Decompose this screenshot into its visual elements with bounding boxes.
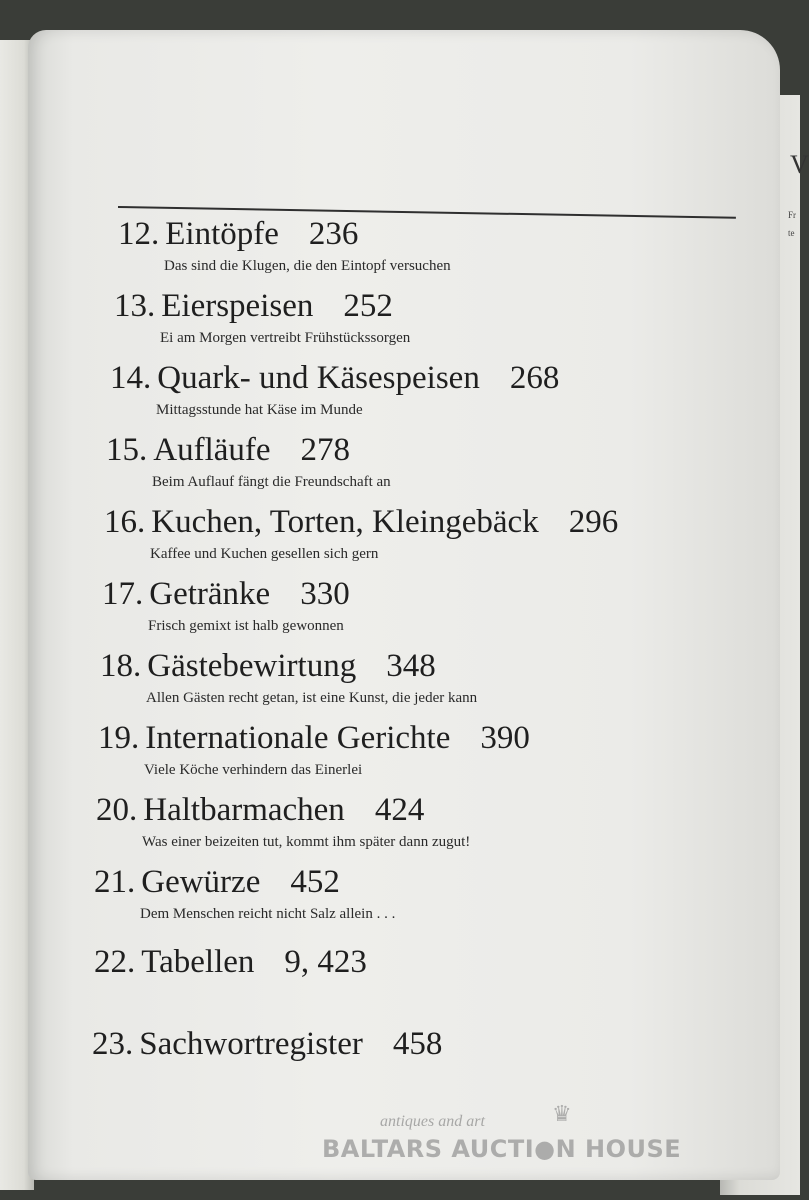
chapter-title: Getränke	[149, 576, 271, 612]
toc-entry-title-line	[94, 946, 367, 979]
chapter-title: Kuchen, Torten, Kleingebäck	[151, 504, 539, 540]
chapter-title: Sachwortregister	[139, 1026, 363, 1062]
chapter-motto: Dem Menschen reicht nicht Salz allein . . .	[140, 906, 396, 922]
chapter-page: 390	[480, 720, 530, 756]
toc-entry-title-line	[114, 290, 410, 323]
toc-entry	[104, 506, 618, 563]
right-page-fragment-1: Fr	[788, 210, 797, 220]
toc-entry-title-line	[106, 434, 391, 467]
chapter-page: 296	[568, 504, 619, 540]
chapter-motto: Ei am Morgen vertreibt Frühstückssorgen	[160, 330, 411, 346]
chapter-page: 424	[374, 792, 425, 828]
toc-entry	[98, 722, 530, 779]
toc-entry	[96, 794, 470, 851]
chapter-title: Eierspeisen	[161, 288, 314, 324]
toc-entry	[92, 1028, 442, 1061]
right-page-letter: V	[790, 150, 809, 179]
chapter-page: 252	[343, 288, 393, 324]
toc-entry-title-line	[100, 650, 477, 683]
toc-entry	[118, 218, 451, 275]
crown-icon: ♛	[552, 1101, 572, 1126]
chapter-number: 12.	[118, 216, 160, 252]
toc-entry	[114, 290, 410, 347]
chapter-title: Aufläufe	[153, 432, 271, 468]
toc-entry-title-line	[96, 794, 470, 827]
chapter-title: Gewürze	[141, 864, 261, 900]
toc-entry-title-line	[102, 578, 350, 611]
chapter-motto: Das sind die Klugen, die den Eintopf versuchen	[164, 258, 451, 274]
watermark-brand: BALTARS AUCTI●N HOUSE	[322, 1135, 682, 1163]
chapter-motto: Was einer beizeiten tut, kommt ihm später dann zugut!	[142, 834, 471, 850]
chapter-number: 13.	[114, 288, 156, 324]
chapter-number: 21.	[94, 864, 136, 900]
chapter-page: 9, 423	[284, 944, 367, 980]
toc-entry	[94, 946, 367, 979]
toc-entry-title-line	[110, 362, 559, 395]
chapter-title: Quark- und Käsespeisen	[157, 360, 480, 396]
chapter-number: 14.	[110, 360, 152, 396]
chapter-title: Gästebewirtung	[147, 648, 357, 684]
chapter-number: 17.	[102, 576, 144, 612]
chapter-number: 16.	[104, 504, 146, 540]
toc-entry	[94, 866, 395, 923]
chapter-page: 348	[386, 648, 436, 684]
toc-entry-title-line	[104, 506, 618, 539]
chapter-number: 20.	[96, 792, 138, 828]
chapter-number: 19.	[98, 720, 140, 756]
right-page-fragment-2: te	[788, 228, 795, 238]
chapter-number: 22.	[94, 944, 136, 980]
chapter-motto: Kaffee und Kuchen gesellen sich gern	[150, 546, 379, 562]
chapter-title: Haltbarmachen	[143, 792, 345, 828]
toc-entry-title-line	[118, 218, 451, 251]
chapter-page: 330	[300, 576, 350, 612]
chapter-page: 278	[300, 432, 351, 468]
toc-entry	[102, 578, 350, 635]
toc-entry-title-line	[98, 722, 530, 755]
chapter-title: Tabellen	[141, 944, 255, 980]
chapter-motto: Viele Köche verhindern das Einerlei	[144, 762, 363, 778]
chapter-motto: Frisch gemixt ist halb gewonnen	[148, 618, 344, 634]
chapter-page: 452	[290, 864, 340, 900]
watermark	[300, 1095, 750, 1175]
toc-entry	[106, 434, 391, 491]
toc-entry-title-line	[92, 1028, 442, 1061]
chapter-number: 15.	[106, 432, 148, 468]
chapter-title: Eintöpfe	[165, 216, 279, 252]
chapter-title: Internationale Gerichte	[145, 720, 451, 756]
chapter-page: 268	[509, 360, 560, 396]
watermark-tagline: antiques and art	[380, 1113, 485, 1130]
toc-entry	[110, 362, 559, 419]
toc-entry-title-line	[94, 866, 395, 899]
toc-entry	[100, 650, 477, 707]
chapter-number: 18.	[100, 648, 142, 684]
chapter-motto: Mittagsstunde hat Käse im Munde	[156, 402, 363, 418]
chapter-page: 458	[392, 1026, 443, 1062]
chapter-motto: Beim Auflauf fängt die Freundschaft an	[152, 474, 391, 490]
chapter-motto: Allen Gästen recht getan, ist eine Kunst, die jeder kann	[146, 690, 478, 706]
chapter-number: 23.	[92, 1026, 134, 1062]
chapter-page: 236	[308, 216, 359, 252]
